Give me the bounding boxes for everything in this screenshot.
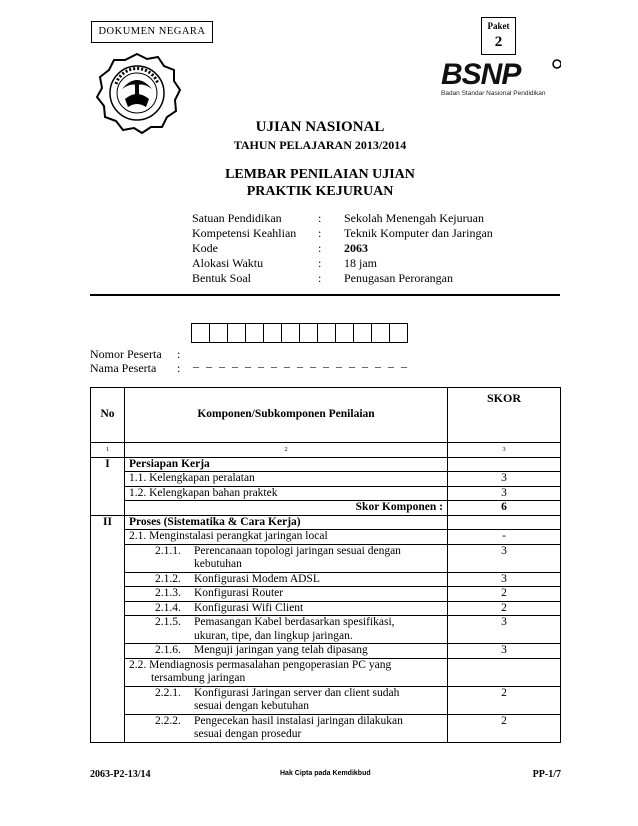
tut-wuri-handayani-logo [92, 51, 182, 135]
nama-peserta-field[interactable]: _ _ _ _ _ _ _ _ _ _ _ _ _ _ _ _ _ [193, 355, 409, 369]
subitem-label [125, 714, 448, 742]
score-cell: 3 [448, 486, 561, 501]
skor-komponen-value: 6 [448, 501, 561, 516]
exam-info [192, 211, 544, 286]
table-row [91, 544, 561, 572]
subitem-text-cont: kebutuhan [194, 558, 242, 570]
table-row [91, 530, 561, 545]
score-cell [448, 658, 561, 686]
table-row [91, 486, 561, 501]
table-row [91, 472, 561, 487]
digit-box[interactable] [389, 323, 408, 343]
subitem-text: Konfigurasi Wifi Client [194, 601, 304, 614]
table-row [91, 658, 561, 686]
digit-box[interactable] [299, 323, 318, 343]
score-cell: 2 [448, 686, 561, 714]
subitem-number: 2.1.3. [155, 587, 181, 599]
info-key: Kompetensi Keahlian [192, 226, 297, 240]
dokumen-negara-label: DOKUMEN NEGARA [91, 21, 213, 43]
info-colon: : [318, 211, 322, 225]
score-cell: 3 [448, 644, 561, 659]
footer-page: PP-1/7 [532, 769, 561, 780]
digit-box[interactable] [353, 323, 372, 343]
digit-box[interactable] [227, 323, 246, 343]
score-cell: 3 [448, 616, 561, 644]
subitem-number: 2.1.6. [155, 644, 181, 656]
subitem-number: 2.1.2. [155, 572, 181, 585]
table-row [91, 587, 561, 602]
subitem-text: Pemasangan Kabel berdasarkan spesifikasi, [194, 616, 395, 628]
score-cell [448, 515, 561, 530]
table-row [91, 644, 561, 659]
footer-code: 2063-P2-13/14 [90, 769, 151, 780]
score-cell: 3 [448, 472, 561, 487]
info-key: Alokasi Waktu [192, 256, 264, 270]
score-cell [448, 457, 561, 472]
header-skor: SKOR [448, 388, 561, 443]
divider [90, 294, 560, 296]
column-index-row [91, 443, 561, 458]
info-row [192, 241, 544, 256]
info-colon: : [318, 271, 322, 285]
subitem-text: Menguji jaringan yang telah dipasang [194, 644, 368, 656]
subitem-number: 2.1.4. [155, 601, 181, 614]
item-text: 2.2. Mendiagnosis permasalahan pengoperasian PC yang [129, 658, 392, 671]
info-colon: : [318, 241, 322, 255]
info-colon: : [318, 226, 322, 240]
table-row [91, 616, 561, 644]
subitem-text-cont: sesuai dengan prosedur [194, 728, 302, 740]
subitem-label [125, 544, 448, 572]
info-value-code: 2063 [344, 241, 368, 255]
score-cell: 3 [448, 572, 561, 587]
paket-number: 2 [494, 34, 503, 50]
subitem-label [125, 686, 448, 714]
nama-peserta-label: Nama Peserta [90, 361, 157, 375]
col-index: 2 [125, 443, 448, 458]
score-cell: - [448, 530, 561, 545]
digit-box[interactable] [317, 323, 336, 343]
info-row [192, 271, 544, 286]
col-index: 3 [448, 443, 561, 458]
score-cell: 2 [448, 714, 561, 742]
score-table [90, 387, 561, 743]
info-colon: : [318, 256, 322, 270]
bsnp-subtitle: Badan Standar Nasional Pendidikan [441, 90, 546, 97]
subitem-label [125, 587, 448, 602]
subitem-label [125, 644, 448, 659]
subitem-text: Pengecekan hasil instalasi jaringan dilakukan [194, 714, 403, 727]
subitem-number: 2.1.5. [155, 616, 181, 628]
item-label [125, 658, 448, 686]
header-no: No [91, 388, 125, 443]
digit-box[interactable] [191, 323, 210, 343]
info-row [192, 211, 544, 226]
bsnp-logo-letters: BSNP [441, 58, 521, 91]
info-key: Bentuk Soal [192, 271, 251, 285]
subitem-number: 2.1.1. [155, 544, 181, 557]
info-value: Teknik Komputer dan Jaringan [344, 226, 493, 240]
subitem-text: Konfigurasi Jaringan server dan client sudah [194, 686, 400, 699]
table-row [91, 714, 561, 742]
table-row [91, 457, 561, 472]
section-no: I [91, 457, 125, 515]
digit-box[interactable] [263, 323, 282, 343]
school-year: TAHUN PELAJARAN 2013/2014 [233, 138, 407, 152]
section-title: Proses (Sistematika & Cara Kerja) [125, 515, 448, 530]
footer-copyright: Hak Cipta pada Kemdikbud [280, 770, 371, 777]
digit-box[interactable] [371, 323, 390, 343]
info-value: Sekolah Menengah Kejuruan [344, 211, 484, 225]
info-key: Satuan Pendidikan [192, 211, 282, 225]
sheet-title [180, 166, 460, 200]
sheet-title-line2: PRAKTIK KEJURUAN [246, 184, 394, 199]
item-label: 2.1. Menginstalasi perangkat jaringan local [125, 530, 448, 545]
nomor-peserta-label: Nomor Peserta [90, 347, 162, 361]
subitem-text: Konfigurasi Modem ADSL [194, 572, 320, 585]
subitem-text-cont: ukuran, tipe, dan lingkup jaringan. [194, 629, 353, 642]
info-value: 18 jam [344, 256, 377, 270]
table-row [91, 501, 561, 516]
exam-title: UJIAN NASIONAL [255, 119, 385, 135]
info-row [192, 256, 544, 271]
score-cell: 2 [448, 587, 561, 602]
table-row [91, 601, 561, 616]
table-row [91, 515, 561, 530]
header-komponen: Komponen/Subkomponen Penilaian [125, 388, 448, 443]
subitem-number: 2.2.1. [155, 686, 181, 699]
digit-box[interactable] [245, 323, 264, 343]
subitem-text-cont: sesuai dengan kebutuhan [194, 700, 309, 712]
col-index: 1 [91, 443, 125, 458]
paket-box [481, 17, 516, 55]
score-cell: 3 [448, 544, 561, 572]
paket-label: Paket [487, 21, 510, 31]
skor-komponen-label: Skor Komponen : [125, 501, 448, 516]
subitem-number: 2.2.2. [155, 714, 181, 727]
section-title: Persiapan Kerja [125, 457, 448, 472]
subitem-text: Konfigurasi Router [194, 587, 284, 599]
info-key: Kode [192, 241, 218, 255]
info-value: Penugasan Perorangan [344, 271, 453, 285]
subitem-label [125, 601, 448, 616]
subitem-label [125, 572, 448, 587]
nomor-peserta-boxes[interactable] [191, 323, 407, 343]
sheet-title-line1: LEMBAR PENILAIAN UJIAN [225, 167, 415, 182]
table-header-row [91, 388, 561, 443]
digit-box[interactable] [335, 323, 354, 343]
table-row [91, 686, 561, 714]
digit-box[interactable] [281, 323, 300, 343]
item-label: 1.1. Kelengkapan peralatan [125, 472, 448, 487]
section-no: II [91, 515, 125, 742]
score-cell: 2 [448, 601, 561, 616]
subitem-text: Perencanaan topologi jaringan sesuai dengan [194, 544, 401, 557]
item-text-cont: tersambung jaringan [151, 672, 246, 684]
info-row [192, 226, 544, 241]
table-row [91, 572, 561, 587]
nama-peserta-colon: : [177, 361, 181, 375]
item-label: 1.2. Kelengkapan bahan praktek [125, 486, 448, 501]
subitem-label [125, 616, 448, 644]
nomor-peserta-colon: : [177, 347, 181, 361]
digit-box[interactable] [209, 323, 228, 343]
